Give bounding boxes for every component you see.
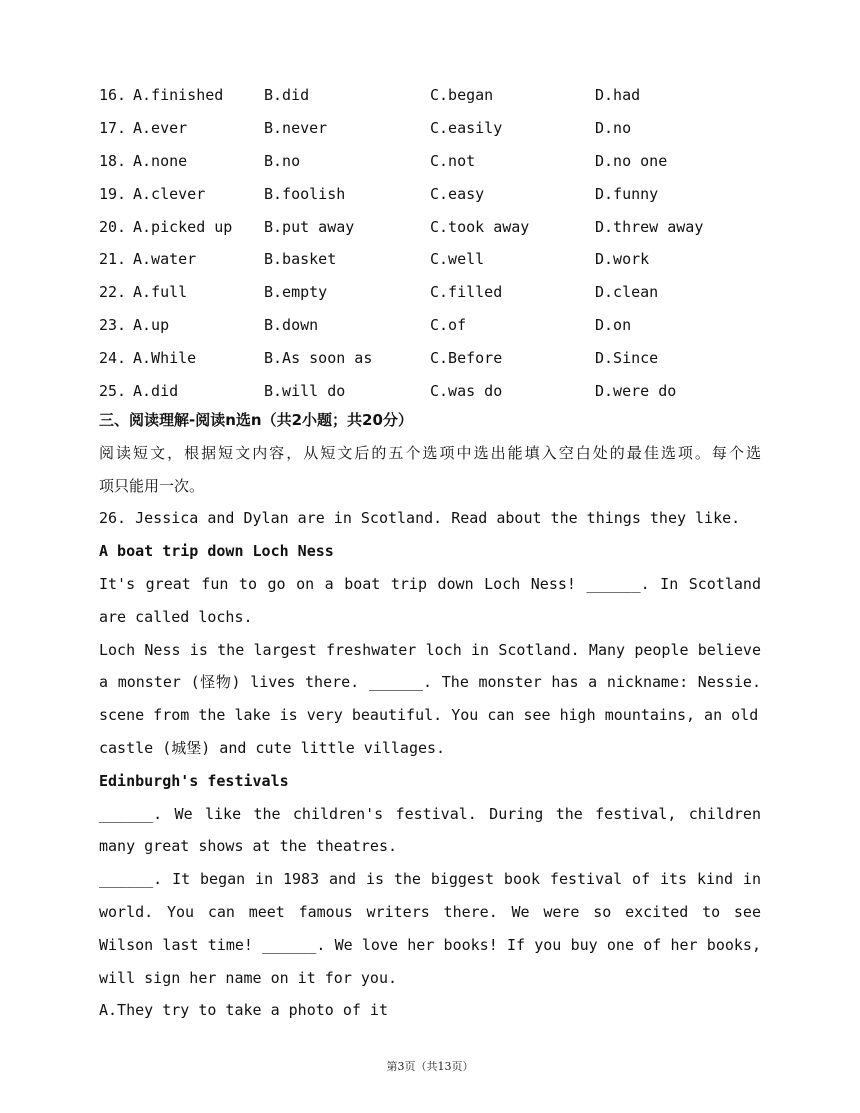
question-row (99, 177, 779, 210)
option-a: A.up (133, 315, 170, 334)
question-row (99, 79, 779, 112)
option-c: C.was do (430, 381, 503, 400)
option-c: C.Before (430, 348, 503, 367)
answer-option-a: A.They try to take a photo of it (99, 1001, 388, 1020)
option-d: D.had (595, 86, 641, 105)
question-row (99, 341, 779, 374)
option-b: B.basket (264, 250, 337, 269)
paragraph-line: ______. We like the children's festival. During the festival, children (99, 804, 761, 823)
paragraph-line: a monster (怪物) lives there. ______. The monster has a nickname: Nessie. (99, 673, 761, 692)
question-number: 19. (99, 184, 127, 203)
option-c: C.took away (430, 217, 530, 236)
option-a: A.none (133, 151, 188, 170)
question-number: 18. (99, 151, 127, 170)
question-number: 25. (99, 381, 127, 400)
option-c: C.well (430, 250, 485, 269)
option-d: D.work (595, 250, 650, 269)
passage-heading-loch-ness: A boat trip down Loch Ness (99, 542, 334, 561)
paragraph-line: It's great fun to go on a boat trip down Loch Ness! ______. In Scotland (99, 574, 761, 593)
question-number: 23. (99, 315, 127, 334)
instructions-line-1: 阅读短文，根据短文内容，从短文后的五个选项中选出能填入空白处的最佳选项。每个选 (99, 443, 761, 462)
passage-intro: 26. Jessica and Dylan are in Scotland. Read about the things they like. (99, 509, 741, 528)
section-title: 三、阅读理解-阅读n选n（共2小题；共20分） (99, 411, 413, 429)
paragraph-line: ______. It began in 1983 and is the biggest book festival of its kind in (99, 870, 761, 889)
option-b: B.empty (264, 283, 328, 302)
option-d: D.were do (595, 381, 677, 400)
paragraph-line: scene from the lake is very beautiful. You can see high mountains, an old (99, 706, 759, 725)
reading-section (99, 404, 761, 1027)
question-number: 21. (99, 250, 127, 269)
question-number: 17. (99, 119, 127, 138)
paragraph-line: are called lochs. (99, 607, 253, 626)
question-row (99, 276, 779, 309)
option-c: C.easily (430, 119, 503, 138)
option-d: D.no (595, 119, 632, 138)
option-b: B.never (264, 119, 328, 138)
option-b: B.As soon as (264, 348, 373, 367)
paragraph-line: castle (城堡) and cute little villages. (99, 738, 446, 757)
question-row (99, 210, 779, 243)
option-d: D.Since (595, 348, 659, 367)
question-row (99, 309, 779, 342)
paragraph-line: many great shows at the theatres. (99, 837, 398, 856)
paragraph-line: Wilson last time! ______. We love her books! If you buy one of her books, (99, 935, 761, 954)
question-row (99, 243, 779, 276)
page-footer: 第3页（共13页） (386, 1060, 474, 1073)
option-a: A.clever (133, 184, 206, 203)
option-a: A.water (133, 250, 197, 269)
question-row (99, 374, 779, 407)
option-c: C.filled (430, 283, 503, 302)
option-a: A.did (133, 381, 179, 400)
paragraph-line: will sign her name on it for you. (99, 968, 398, 987)
question-row (99, 145, 779, 178)
question-number: 24. (99, 348, 127, 367)
question-row (99, 112, 779, 145)
question-number: 16. (99, 86, 127, 105)
question-number: 20. (99, 217, 127, 236)
passage-heading-festivals: Edinburgh's festivals (99, 771, 289, 790)
option-b: B.no (264, 151, 301, 170)
option-d: D.funny (595, 184, 659, 203)
option-b: B.foolish (264, 184, 346, 203)
option-d: D.on (595, 315, 632, 334)
paragraph-line: Loch Ness is the largest freshwater loch in Scotland. Many people believe (99, 640, 761, 659)
option-d: D.threw away (595, 217, 704, 236)
option-c: C.began (430, 86, 494, 105)
option-a: A.While (133, 348, 197, 367)
option-a: A.picked up (133, 217, 233, 236)
option-a: A.full (133, 283, 188, 302)
option-c: C.easy (430, 184, 485, 203)
option-b: B.down (264, 315, 319, 334)
option-d: D.clean (595, 283, 659, 302)
option-b: B.will do (264, 381, 346, 400)
question-number: 22. (99, 283, 127, 302)
option-b: B.put away (264, 217, 355, 236)
option-c: C.not (430, 151, 476, 170)
instructions-line-2: 项只能用一次。 (99, 476, 205, 495)
option-a: A.ever (133, 119, 188, 138)
option-b: B.did (264, 86, 310, 105)
answer-options-list (99, 79, 779, 407)
option-d: D.no one (595, 151, 668, 170)
option-a: A.finished (133, 86, 224, 105)
option-c: C.of (430, 315, 467, 334)
paragraph-line: world. You can meet famous writers there. We were so excited to see (99, 902, 761, 921)
